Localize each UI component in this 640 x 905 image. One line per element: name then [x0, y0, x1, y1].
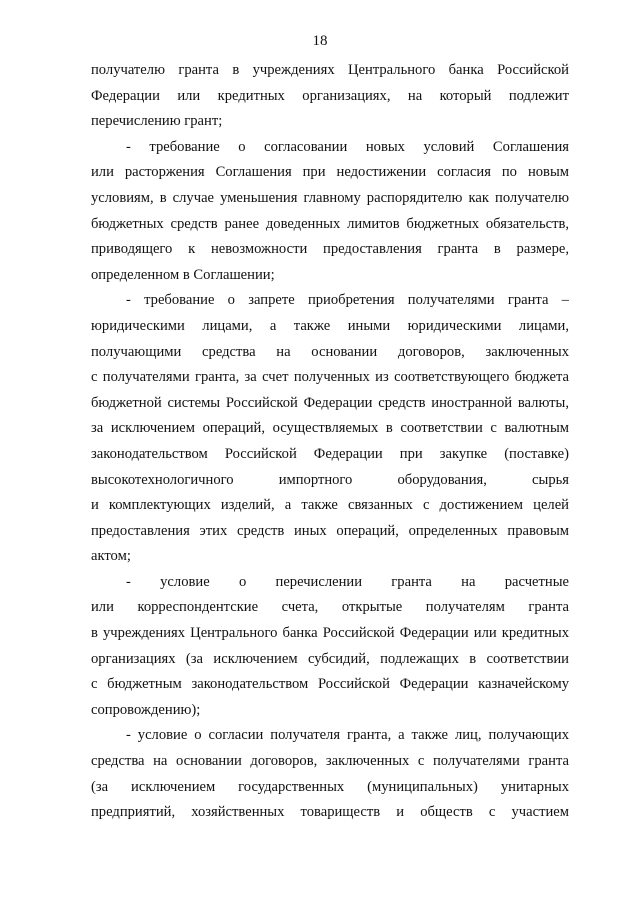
- body-line: бюджетных средств ранее доведенных лимитов бюджетных обязательств,: [91, 215, 569, 232]
- body-line: с получателями гранта, за счет полученных из соответствующего бюджета: [91, 369, 569, 386]
- body-line: приводящего к невозможности предоставления гранта в размере,: [91, 241, 569, 258]
- body-line: юридическими лицами, а также иными юридическими лицами,: [91, 317, 569, 334]
- body-line: - требование о согласовании новых условий Соглашения: [126, 138, 569, 155]
- body-line: бюджетной системы Российской Федерации средств иностранной валюты,: [91, 394, 569, 411]
- body-line: определенном в Соглашении;: [91, 266, 275, 283]
- body-line: предприятий, хозяйственных товариществ и обществ с участием: [91, 804, 569, 821]
- body-line: перечислению грант;: [91, 113, 223, 130]
- body-line: или расторжения Соглашения при недостижении согласия по новым: [91, 164, 569, 181]
- body-line: получающими средства на основании договоров, заключенных: [91, 343, 569, 360]
- body-line: актом;: [91, 548, 131, 565]
- body-line: - условие о согласии получателя гранта, а также лиц, получающих: [126, 727, 569, 744]
- body-line: или корреспондентские счета, открытые получателям гранта: [91, 599, 569, 616]
- document-body: [91, 58, 569, 826]
- body-line: средства на основании договоров, заключенных с получателями гранта: [91, 753, 569, 770]
- body-line: в учреждениях Центрального банка Российской Федерации или кредитных: [91, 625, 569, 642]
- body-line: сопровождению);: [91, 701, 201, 718]
- body-line: высокотехнологичного импортного оборудования, сырья: [91, 471, 569, 488]
- body-line: Федерации или кредитных организациях, на который подлежит: [91, 87, 569, 104]
- body-line: и комплектующих изделий, а также связанных с достижением целей: [91, 497, 569, 514]
- body-line: законодательством Российской Федерации при закупке (поставке): [91, 445, 569, 462]
- body-line: получателю гранта в учреждениях Центрального банка Российской: [91, 62, 569, 78]
- body-line: за исключением операций, осуществляемых в соответствии с валютным: [91, 420, 569, 437]
- body-line: с бюджетным законодательством Российской Федерации казначейскому: [91, 676, 569, 693]
- body-line: предоставления этих средств иных операций, определенных правовым: [91, 522, 569, 539]
- body-line: организациях (за исключением субсидий, подлежащих в соответствии: [91, 650, 569, 667]
- page-number: 18: [312, 33, 328, 49]
- body-line: условиям, в случае уменьшения главному распорядителю как получателю: [91, 189, 569, 206]
- body-line: (за исключением государственных (муниципальных) унитарных: [91, 778, 569, 795]
- body-line: - условие о перечислении гранта на расчетные: [126, 573, 569, 590]
- body-line: - требование о запрете приобретения получателями гранта –: [126, 292, 569, 309]
